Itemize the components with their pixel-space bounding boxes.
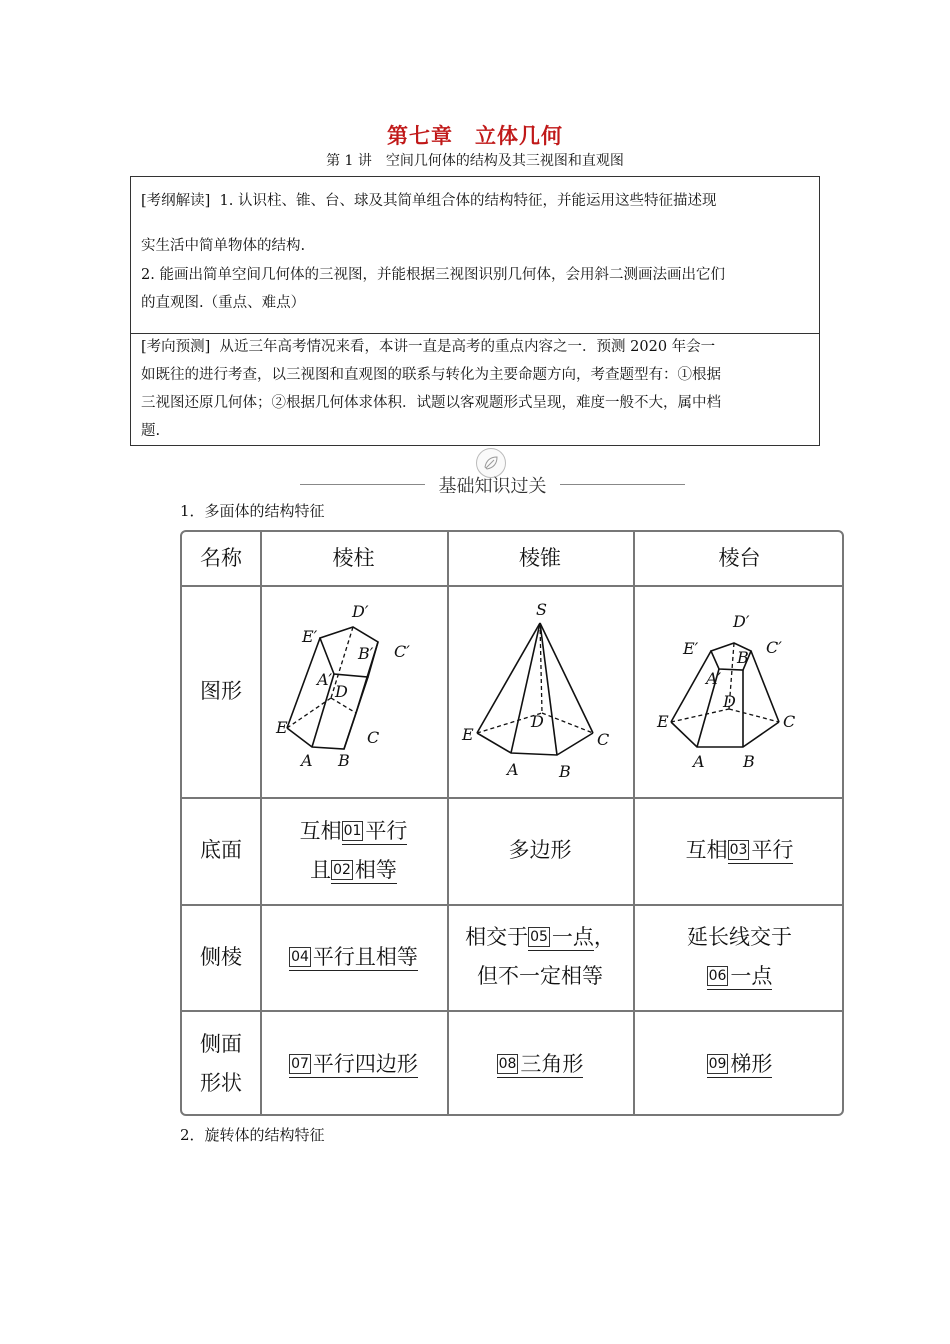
vertex-label: D [723, 692, 736, 711]
divider-title: 基础知识过关 [438, 476, 547, 497]
blank-number: 06 [708, 968, 727, 984]
pyramid-base: 多边形 [508, 838, 572, 863]
blank-number: 09 [708, 1055, 727, 1072]
vertex-label: E [276, 718, 288, 737]
vertex-label: B [559, 762, 571, 781]
answer-text: 一点 [730, 964, 773, 988]
vertex-label: D′ [733, 612, 750, 631]
forecast-line-2: 如既往的进行考查，以三视图和直观图的联系与转化为主要命题方向，考查题型有：①根据 [141, 367, 721, 383]
blank-number: 03 [729, 842, 748, 859]
syllabus-tag: [考纲解读] [141, 193, 211, 209]
answer-text: 相等 [354, 857, 397, 882]
syllabus-line-2: 实生活中简单物体的结构. [141, 238, 306, 254]
prism-face [260, 1010, 447, 1116]
header-frustum: 棱台 [718, 546, 761, 571]
vertex-label: A [693, 752, 705, 771]
forecast-line-1: 从近三年高考情况来看，本讲一直是高考的重点内容之一．预测 2020 年会一 [219, 339, 716, 355]
blank-number: 05 [530, 929, 548, 946]
syllabus-section [131, 177, 819, 333]
forecast-line-3: 三视图还原几何体；②根据几何体求体积．试题以客观题形式呈现，难度一般不大，属中档 [141, 395, 721, 411]
answer-text: 平行 [365, 818, 408, 843]
vertex-label: C′ [766, 638, 782, 657]
vertex-label: B [743, 752, 755, 771]
vertex-label: A′ [706, 669, 722, 688]
pyramid-face [447, 1010, 633, 1116]
vertex-label: E′ [683, 639, 699, 658]
blank-number: 07 [291, 1055, 309, 1072]
section-divider [300, 470, 685, 496]
pyramid-edge: 相交于 05 一点， 但不一定相等 [465, 925, 615, 988]
vertex-label: B [338, 751, 350, 770]
vertex-label: E [657, 712, 669, 731]
chapter-title: 第七章 立体几何 [387, 124, 563, 148]
lesson-title: 第 1 讲 空间几何体的结构及其三视图和直观图 [326, 153, 624, 169]
section-1-heading: 1．多面体的结构特征 [180, 502, 325, 520]
answer-text: 梯形 [730, 1051, 773, 1076]
frustum-figure [633, 585, 844, 797]
blank-number: 08 [498, 1055, 517, 1072]
blank-number: 04 [291, 948, 309, 965]
pyramid-figure [447, 585, 633, 797]
vertex-label: C [597, 730, 610, 749]
vertex-label: C′ [394, 642, 410, 661]
answer-text: 一点 [551, 925, 594, 950]
prism-figure [260, 585, 447, 797]
forecast-section [131, 333, 819, 445]
vertex-label: A [507, 760, 519, 779]
syllabus-line-4: 的直观图.（重点、难点） [141, 295, 306, 311]
syllabus-line-1: 1. 认识柱、锥、台、球及其简单组合体的结构特征，并能运用这些特征描述现 [219, 193, 717, 209]
vertex-label: C [783, 712, 796, 731]
row-label-face: 侧面 形状 [200, 1032, 242, 1095]
answer-text: 平行四边形 [312, 1051, 418, 1076]
answer-text: 三角形 [520, 1051, 584, 1076]
vertex-label: D [531, 712, 544, 731]
frustum-edge: 延长线交于 06 一点 [687, 925, 792, 988]
blank-number: 01 [343, 822, 362, 839]
answer-text: 平行且相等 [312, 944, 418, 969]
row-label-base: 底面 [200, 838, 242, 863]
header-pyramid: 棱锥 [519, 546, 561, 571]
section-2-heading: 2．旋转体的结构特征 [180, 1126, 325, 1144]
vertex-label: A′ [317, 670, 333, 689]
vertex-label: D [335, 682, 348, 701]
polyhedron-table [180, 530, 844, 1116]
vertex-label: E′ [302, 627, 318, 646]
vertex-label: B′ [737, 648, 753, 667]
row-label-figure: 图形 [200, 678, 242, 703]
frustum-face [633, 1010, 844, 1116]
prism-base: 互相 01 平行 且 02 相等 [299, 818, 408, 882]
vertex-label: S [536, 600, 547, 619]
prism-edge [260, 904, 447, 1010]
prism-label: D′ [352, 602, 369, 621]
exam-outline-box [130, 176, 820, 446]
forecast-tag: [考向预测] [141, 339, 211, 355]
frustum-base: 互相 03 平行 [685, 838, 794, 863]
vertex-label: B′ [358, 644, 374, 663]
forecast-line-4: 题. [141, 423, 161, 439]
vertex-label: E [462, 725, 474, 744]
header-name: 名称 [200, 546, 242, 571]
answer-text: 平行 [751, 838, 794, 863]
syllabus-line-3: 2. 能画出简单空间几何体的三视图，并能根据三视图识别几何体，会用斜二测画法画出它们 [141, 267, 725, 283]
vertex-label: A [301, 751, 313, 770]
blank-number: 02 [333, 861, 351, 878]
vertex-label: C [367, 728, 380, 747]
row-label-edge: 侧棱 [200, 944, 242, 969]
header-prism: 棱柱 [332, 546, 375, 571]
